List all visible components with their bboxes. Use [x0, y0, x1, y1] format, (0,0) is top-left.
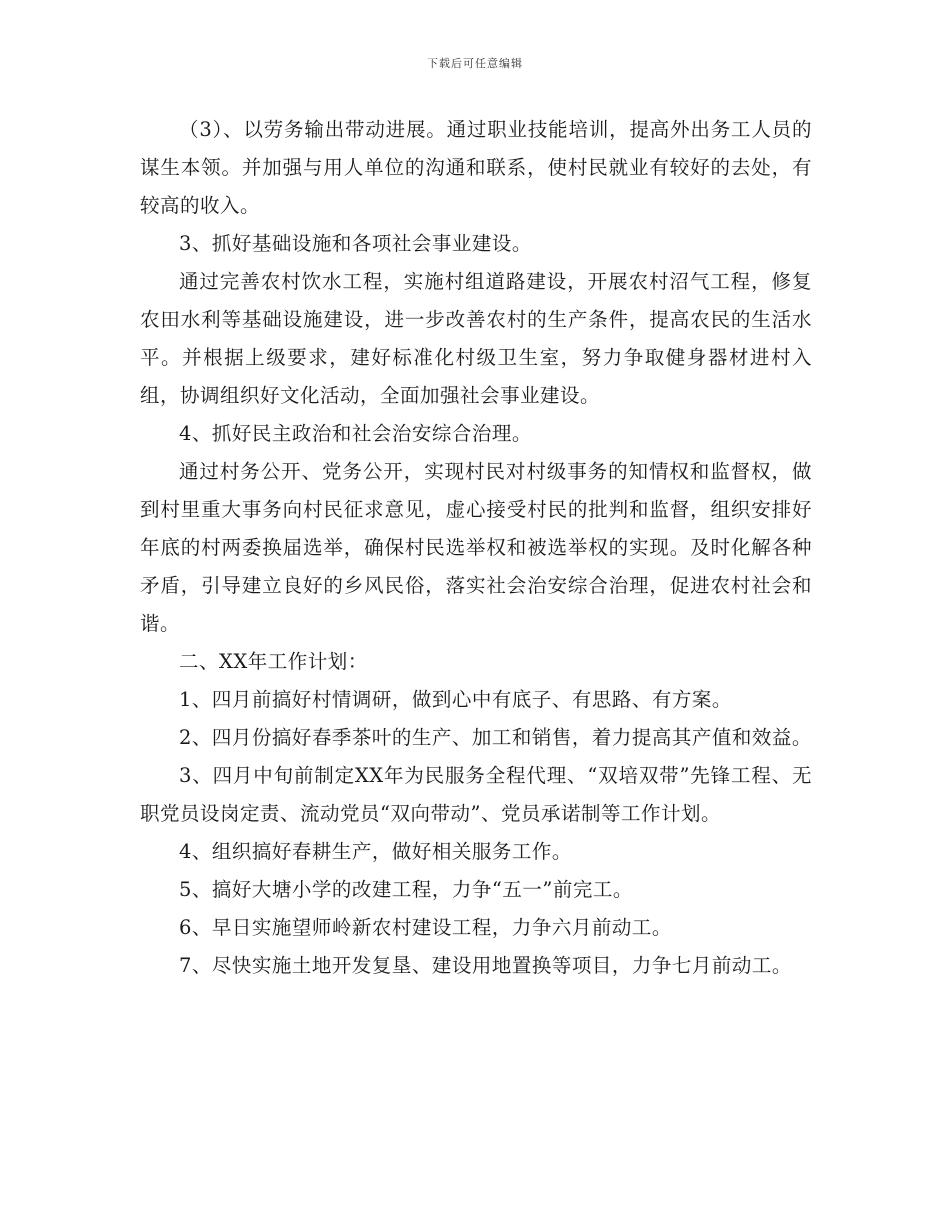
paragraph-governance: 通过村务公开、党务公开，实现村民对村级事务的知情权和监督权，做到村里重大事务向村民征求意见，虚心接受村民的批判和监督，组织安排好年底的村两委换届选举，确保村民选举权和被选举权的实现。及时化解各种矛盾，引导建立良好的乡风民俗，落实社会治安综合治理，促进农村社会和谐。	[140, 460, 812, 635]
plan-item-1: 1、四月前搞好村情调研，做到心中有底子、有思路、有方案。	[179, 688, 732, 711]
document-body	[140, 111, 812, 985]
plan-item-3: 3、四月中旬前制定XX年为民服务全程代理、“双培双带”先锋工程、无职党员设岗定责、流动党员“双向带动”、党员承诺制等工作计划。	[140, 764, 812, 825]
page-header: 下载后可任意编辑	[427, 57, 523, 70]
paragraph-heading-infrastructure: 3、抓好基础设施和各项社会事业建设。	[179, 232, 532, 255]
plan-item-2: 2、四月份搞好春季茶叶的生产、加工和销售，着力提高其产值和效益。	[179, 726, 812, 749]
paragraph-labor-export: （3）、以劳务输出带动进展。通过职业技能培训，提高外出务工人员的谋生本领。并加强与用人单位的沟通和联系，使村民就业有较好的去处，有较高的收入。	[140, 118, 812, 217]
plan-item-6: 6、早日实施望师岭新农村建设工程，力争六月前动工。	[179, 916, 672, 939]
paragraph-infrastructure: 通过完善农村饮水工程，实施村组道路建设，开展农村沼气工程，修复农田水利等基础设施建设，进一步改善农村的生产条件，提高农民的生活水平。并根据上级要求，建好标准化村级卫生室，努力争取健身器材进村入组，协调组织好文化活动，全面加强社会事业建设。	[140, 270, 812, 407]
plan-item-5: 5、搞好大塘小学的改建工程，力争“五一”前完工。	[179, 878, 633, 901]
section-heading-work-plan: 二、XX年工作计划：	[179, 650, 368, 673]
paragraph-heading-governance: 4、抓好民主政治和社会治安综合治理。	[179, 422, 532, 445]
plan-item-4: 4、组织搞好春耕生产，做好相关服务工作。	[179, 840, 572, 863]
plan-item-7: 7、尽快实施土地开发复垦、建设用地置换等项目，力争七月前动工。	[179, 954, 792, 977]
